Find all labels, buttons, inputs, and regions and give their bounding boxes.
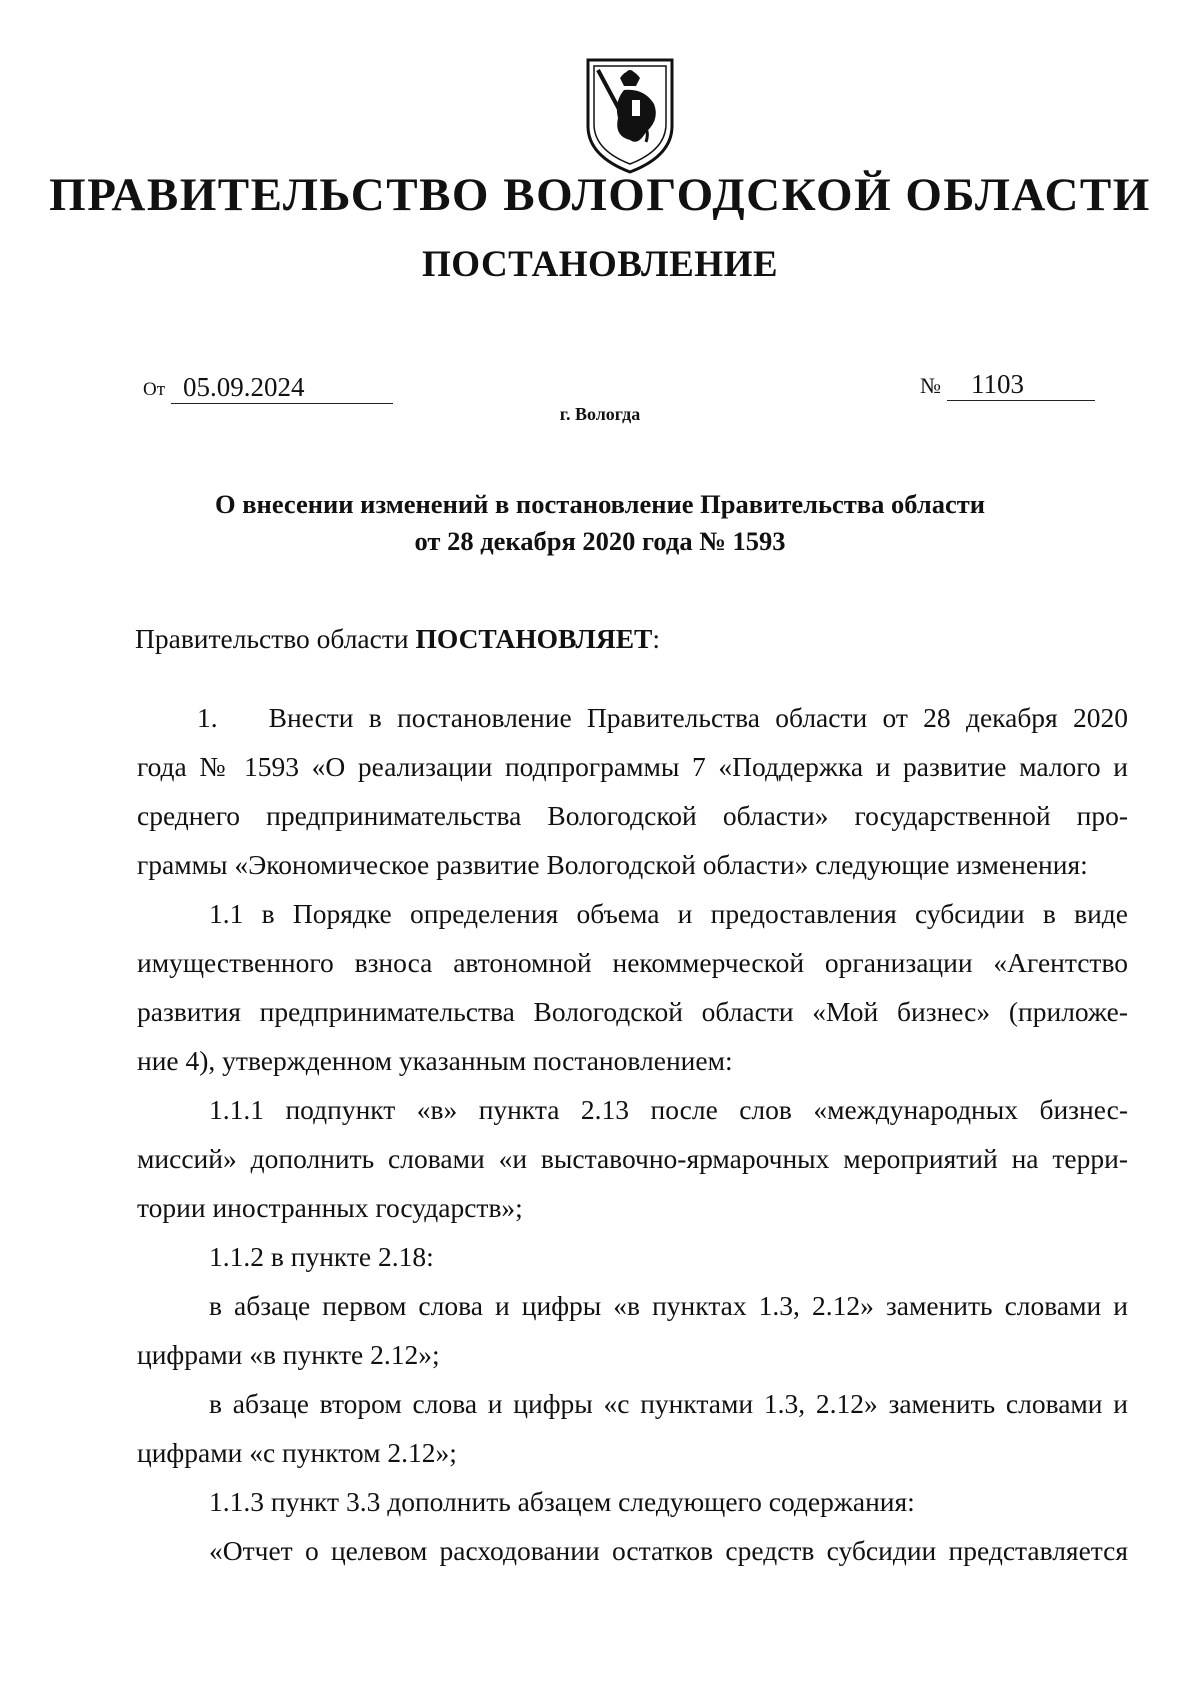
document-type: ПОСТАНОВЛЕНИЕ xyxy=(421,244,779,285)
subject-line: О внесении изменений в постановление Правительства области xyxy=(215,489,985,519)
number-field xyxy=(920,369,1095,401)
organization-title: ПРАВИТЕЛЬСТВО ВОЛОГОДСКОЙ ОБЛАСТИ xyxy=(49,169,1151,221)
date-label: От xyxy=(143,379,166,400)
text-line: тории иностранных государств»; xyxy=(137,1192,523,1223)
text-line: 1.1.1 подпункт «в» пункта 2.13 после слов «международных бизнес- xyxy=(209,1094,1128,1125)
text-line: миссий» дополнить словами «и выставочно-ярмарочных мероприятий на терри- xyxy=(137,1143,1128,1174)
text-line: цифрами «с пунктом 2.12»; xyxy=(137,1437,457,1468)
text-line: ние 4), утвержденном указанным постановлением: xyxy=(137,1045,733,1076)
date-field xyxy=(143,372,393,404)
text-line: в абзаце первом слова и цифры «в пунктах 1.3, 2.12» заменить словами и xyxy=(209,1290,1128,1321)
text-line: цифрами «в пункте 2.12»; xyxy=(137,1339,440,1370)
subject-line: от 28 декабря 2020 года № 1593 xyxy=(414,526,786,556)
text-line: в абзаце втором слова и цифры «с пунктами 1.3, 2.12» заменить словами и xyxy=(209,1388,1128,1419)
text-line: «Отчет о целевом расходовании остатков средств субсидии представляется xyxy=(209,1535,1128,1566)
item-number: 1. xyxy=(197,702,218,733)
coat-of-arms-emblem xyxy=(584,56,676,174)
text-line: 1.1 в Порядке определения объема и предоставления субсидии в виде xyxy=(209,898,1128,929)
city: г. Вологда xyxy=(559,404,641,424)
text-line: 1.1.2 в пункте 2.18: xyxy=(209,1241,434,1272)
document-subject xyxy=(150,486,1050,560)
document-body xyxy=(137,693,1128,1575)
number-value: 1103 xyxy=(947,369,1095,401)
lead-prefix: Правительство области xyxy=(135,623,416,654)
text-line: года № 1593 «О реализации подпрограммы 7 «Поддержка и развитие малого и xyxy=(137,751,1128,782)
text-line: 1. Внести в постановление Правительства области от 28 декабря 2020 xyxy=(197,702,1128,733)
date-value: 05.09.2024 xyxy=(171,372,393,404)
text-line: граммы «Экономическое развитие Вологодской области» следующие изменения: xyxy=(137,849,1088,880)
number-label: № xyxy=(920,373,941,398)
lead-suffix: : xyxy=(652,623,661,654)
resolving-statement xyxy=(135,623,660,655)
text-line: 1.1.3 пункт 3.3 дополнить абзацем следующего содержания: xyxy=(209,1486,915,1517)
lead-verb: ПОСТАНОВЛЯЕТ xyxy=(415,623,653,654)
text-line: развития предпринимательства Вологодской области «Мой бизнес» (приложе- xyxy=(137,996,1128,1027)
text-line: среднего предпринимательства Вологодской области» государственной про- xyxy=(137,800,1128,831)
text-line: имущественного взноса автономной некоммерческой организации «Агентство xyxy=(137,947,1128,978)
